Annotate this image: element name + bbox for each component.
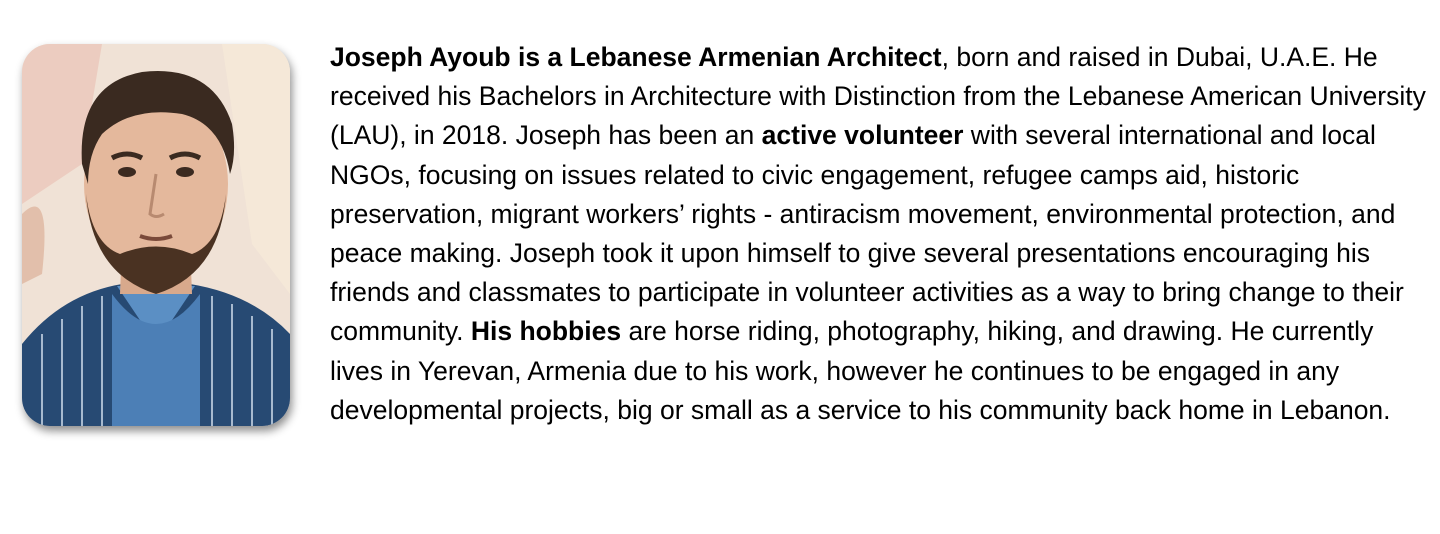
bio-lead-bold: Joseph Ayoub is a Lebanese Armenian Architect: [330, 42, 942, 72]
bio-text-1: , born and raised in Dubai, U.A.E. He received his Bachelors in Architecture with Distinction from the Lebanese American University (LAU), in 2018. Joseph has been an: [330, 42, 1426, 151]
bio-paragraph: [0, 38, 1430, 468]
bio-bold-hobbies: His hobbies: [470, 316, 622, 347]
bio-text-3: are horse riding, photography, hiking, and drawing. He currently lives in Yerevan, Armenia due to his work, however he continues to be engaged in any developmental projects, big or small as a service to his community back home in Lebanon.: [330, 316, 1391, 425]
bio-text-2: with several international and local NGOs, focusing on issues related to civic engagement, refugee camps aid, historic preservation, migrant workers’ rights - antiracism movement, environmental protection, and peace making. Joseph took it upon himself to give several presentations encouraging his friends and classmates to participate in volunteer activities as a way to bring change to their community.: [330, 120, 1404, 347]
bio-bold-active: active volunteer: [761, 120, 964, 151]
